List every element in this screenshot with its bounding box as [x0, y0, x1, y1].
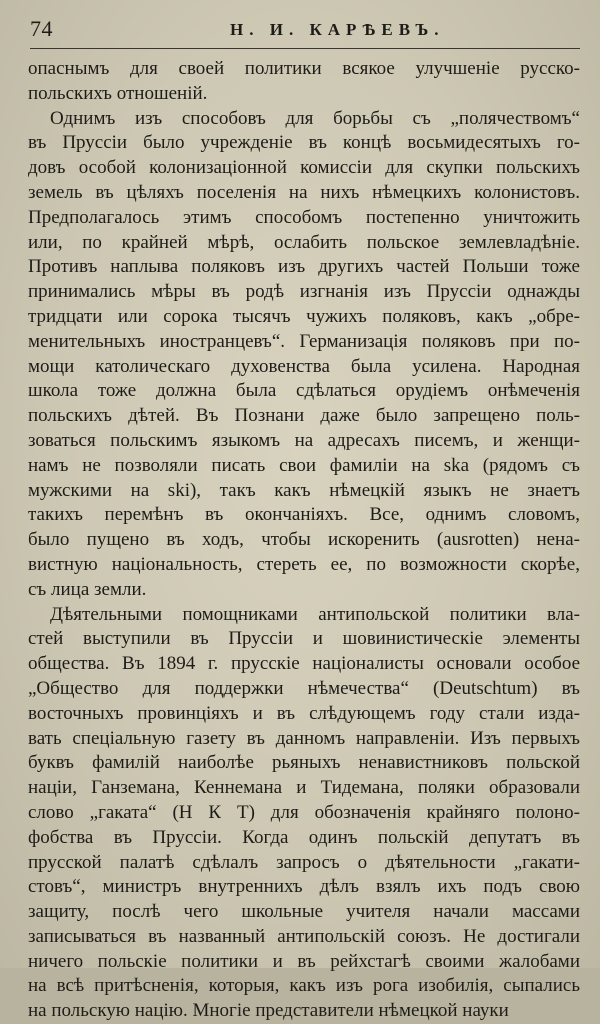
text-line: общества. Въ 1894 г. прусскіе націоналисты основали особое	[28, 653, 580, 675]
text-line: стовъ“, министръ внутреннихъ дѣлъ взялъ ихъ подъ свою	[28, 876, 580, 898]
text-line: Однимъ изъ способовъ для борьбы съ „полячествомъ“	[50, 107, 580, 129]
text-line: польскихъ дѣтей. Въ Познани даже было запрещено поль-	[28, 405, 580, 427]
text-line: школа тоже должна была сдѣлаться орудіемъ онѣмеченія	[28, 380, 580, 402]
text-line: мужскими на ski), такъ какъ нѣмецкій языкъ не знаетъ	[28, 479, 580, 501]
text-line: вистную національность, стереть ее, по возможности скорѣе,	[28, 553, 580, 575]
page-header	[30, 14, 580, 48]
text-line: принимались мѣры въ родѣ изгнанія изъ Пруссіи однажды	[28, 281, 580, 303]
text-line: зоваться польскимъ языкомъ на адресахъ писемъ, и женщи-	[28, 429, 580, 451]
text-line: Противъ наплыва поляковъ изъ другихъ частей Польши тоже	[28, 256, 580, 278]
page-number: 74	[30, 16, 53, 41]
text-line: на польскую націю. Многіе представители нѣмецкой науки	[28, 1000, 509, 1022]
body-text	[28, 57, 580, 1024]
text-line: Дѣятельными помощниками антипольской политики вла-	[50, 603, 580, 625]
text-line: „Общество для поддержки нѣмечества“ (Deutschtum) въ	[28, 677, 580, 699]
text-line: стей выступили въ Пруссіи и шовинистическіе элементы	[28, 628, 580, 650]
text-line: опаснымъ для своей политики всякое улучшеніе русско-	[28, 58, 580, 79]
text-line: вать спеціальную газету въ данномъ направленіи. Изъ первыхъ	[28, 727, 580, 749]
text-line: въ Пруссіи было учрежденіе въ концѣ восьмидесятыхъ го-	[28, 132, 580, 154]
text-line: Предполагалось этимъ способомъ постепенно уничтожить	[28, 206, 580, 228]
text-line: менительныхъ иностранцевъ“. Германизація поляковъ при по-	[28, 330, 580, 352]
text-line: записываться въ названный антипольскій союзъ. Не достигали	[28, 925, 580, 947]
text-line: восточныхъ провинціяхъ и въ слѣдующемъ году стали изда-	[28, 702, 580, 724]
text-line: было пущено въ ходъ, чтобы искоренить (ausrotten) нена-	[28, 529, 580, 551]
header-rule	[30, 48, 580, 49]
text-line: мощи католическаго духовенства была усилена. Народная	[28, 355, 580, 377]
text-line: польскихъ отношеній.	[28, 82, 208, 104]
text-line: довъ особой колонизаціонной комиссіи для скупки польскихъ	[28, 157, 580, 179]
text-line: намъ не позволяли писать свои фамиліи на ska (рядомъ съ	[28, 454, 580, 476]
text-line: фобства въ Пруссіи. Когда одинъ польскій депутатъ въ	[28, 826, 580, 848]
text-line: слово „гаката“ (Н К Т) для обозначенія крайняго полоно-	[28, 801, 580, 823]
text-line: земель въ цѣляхъ поселенія на нихъ нѣмецкихъ колонистовъ.	[28, 181, 580, 203]
text-line: такихъ перемѣнъ въ окончаніяхъ. Все, однимъ словомъ,	[28, 504, 580, 526]
running-head: Н. И. КАРѢЕВЪ.	[230, 20, 445, 39]
text-line: съ лица земли.	[28, 578, 147, 600]
text-line: прусской палатѣ сдѣлалъ запросъ о дѣятельности „гакати-	[28, 851, 580, 873]
text-line: защиту, послѣ чего школьные учителя начали массами	[28, 901, 580, 923]
text-line: націи, Ганземана, Кеннемана и Тидемана, поляки образовали	[28, 777, 580, 799]
text-line: тридцати или сорока тысячъ чужихъ поляковъ, какъ „обре-	[28, 305, 580, 327]
text-line: или, по крайней мѣрѣ, ослабить польское землевладѣніе.	[28, 231, 580, 253]
text-line: буквъ фамилій наиболѣе рьяныхъ ненавистниковъ польской	[28, 752, 580, 774]
text-line: на всѣ притѣсненія, которыя, какъ изъ рога изобилія, сыпались	[28, 975, 580, 997]
text-line: ничего польскіе политики и въ рейхстагѣ своими жалобами	[28, 950, 580, 972]
